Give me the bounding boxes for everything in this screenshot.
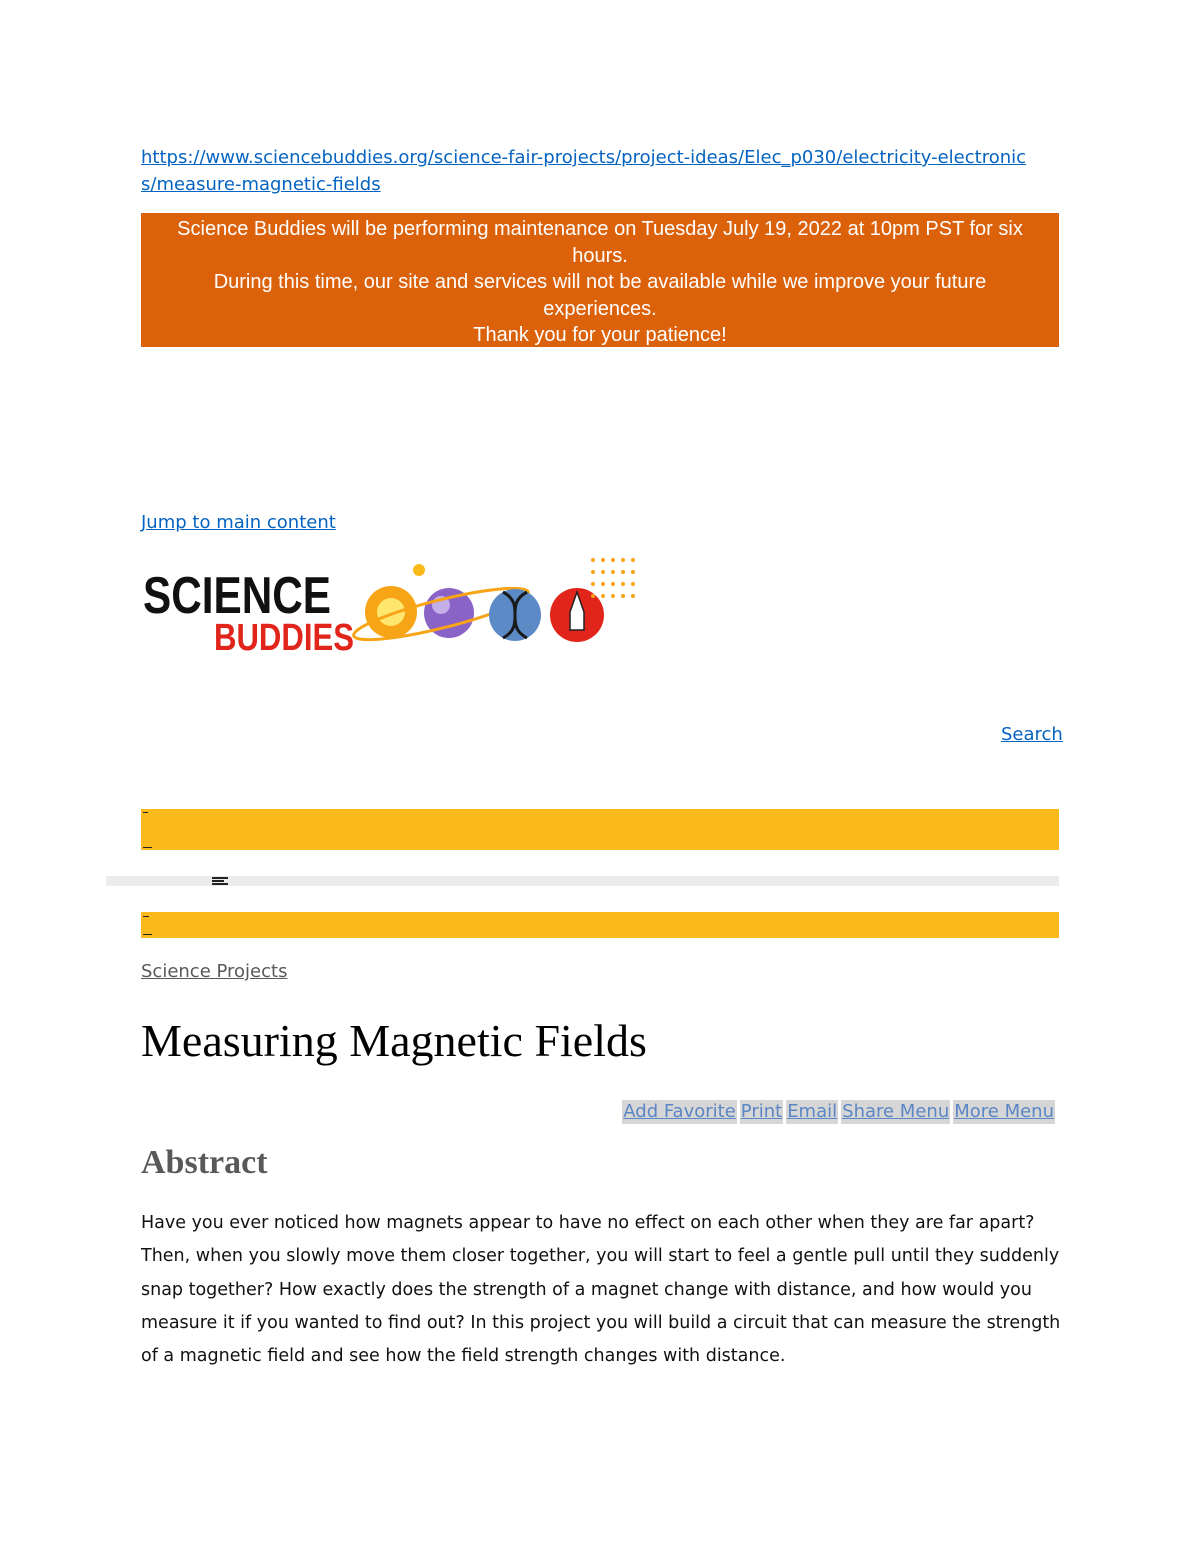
banner-line-2: During this time, our site and services will not be available while we improve your future experiences. <box>213 271 987 320</box>
nav-marker <box>143 934 152 935</box>
jump-to-main-content-link[interactable]: Jump to main content <box>141 512 336 533</box>
secondary-nav-bar[interactable] <box>106 876 1059 886</box>
logo-text-buddies: BUDDIES <box>214 617 354 659</box>
nav-marker <box>143 916 149 917</box>
more-menu-button[interactable]: More Menu <box>954 1101 1054 1122</box>
abstract-heading: Abstract <box>141 1144 268 1181</box>
banner-line-3: Thank you for your patience! <box>473 324 727 346</box>
science-buddies-logo[interactable] <box>141 550 641 665</box>
breadcrumb-science-projects[interactable]: Science Projects <box>141 961 288 982</box>
menu-icon[interactable] <box>212 876 228 886</box>
dna-icon <box>489 589 541 641</box>
rocket-icon <box>550 588 604 642</box>
logo-text-science: SCIENCE <box>143 567 331 625</box>
add-favorite-button[interactable]: Add Favorite <box>623 1101 736 1122</box>
main-nav-bar[interactable] <box>141 809 1059 850</box>
share-menu-button[interactable]: Share Menu <box>842 1101 950 1122</box>
search-link[interactable]: Search <box>1001 724 1063 745</box>
page-title: Measuring Magnetic Fields <box>141 1015 647 1066</box>
abstract-text: Have you ever noticed how magnets appear to have no effect on each other when they are far apart? Then, when you slowly move them closer together, you will start to feel a gentle pull until they suddenly snap together? How exactly does the strength of a magnet change with distance, and how would you measure it if you wanted to find out? In this project you will build a circuit that can measure the strength of a magnetic field and see how the field strength changes with distance. <box>141 1213 1061 1367</box>
dots-decoration <box>591 558 635 598</box>
sun-icon <box>365 564 425 638</box>
nav-marker <box>143 847 152 848</box>
project-actions-toolbar <box>622 1100 1055 1124</box>
email-button[interactable]: Email <box>787 1101 838 1122</box>
banner-line-1: Science Buddies will be performing maintenance on Tuesday July 19, 2022 at 10pm PST for six hours. <box>177 218 1023 267</box>
sub-nav-bar[interactable] <box>141 912 1059 938</box>
source-url-link[interactable]: https://www.sciencebuddies.org/science-fair-projects/project-ideas/Elec_p030/electricity-electronics/measure-magnetic-fields <box>141 147 1027 195</box>
nav-marker <box>143 812 148 813</box>
print-button[interactable]: Print <box>740 1101 783 1122</box>
maintenance-banner <box>141 213 1059 347</box>
